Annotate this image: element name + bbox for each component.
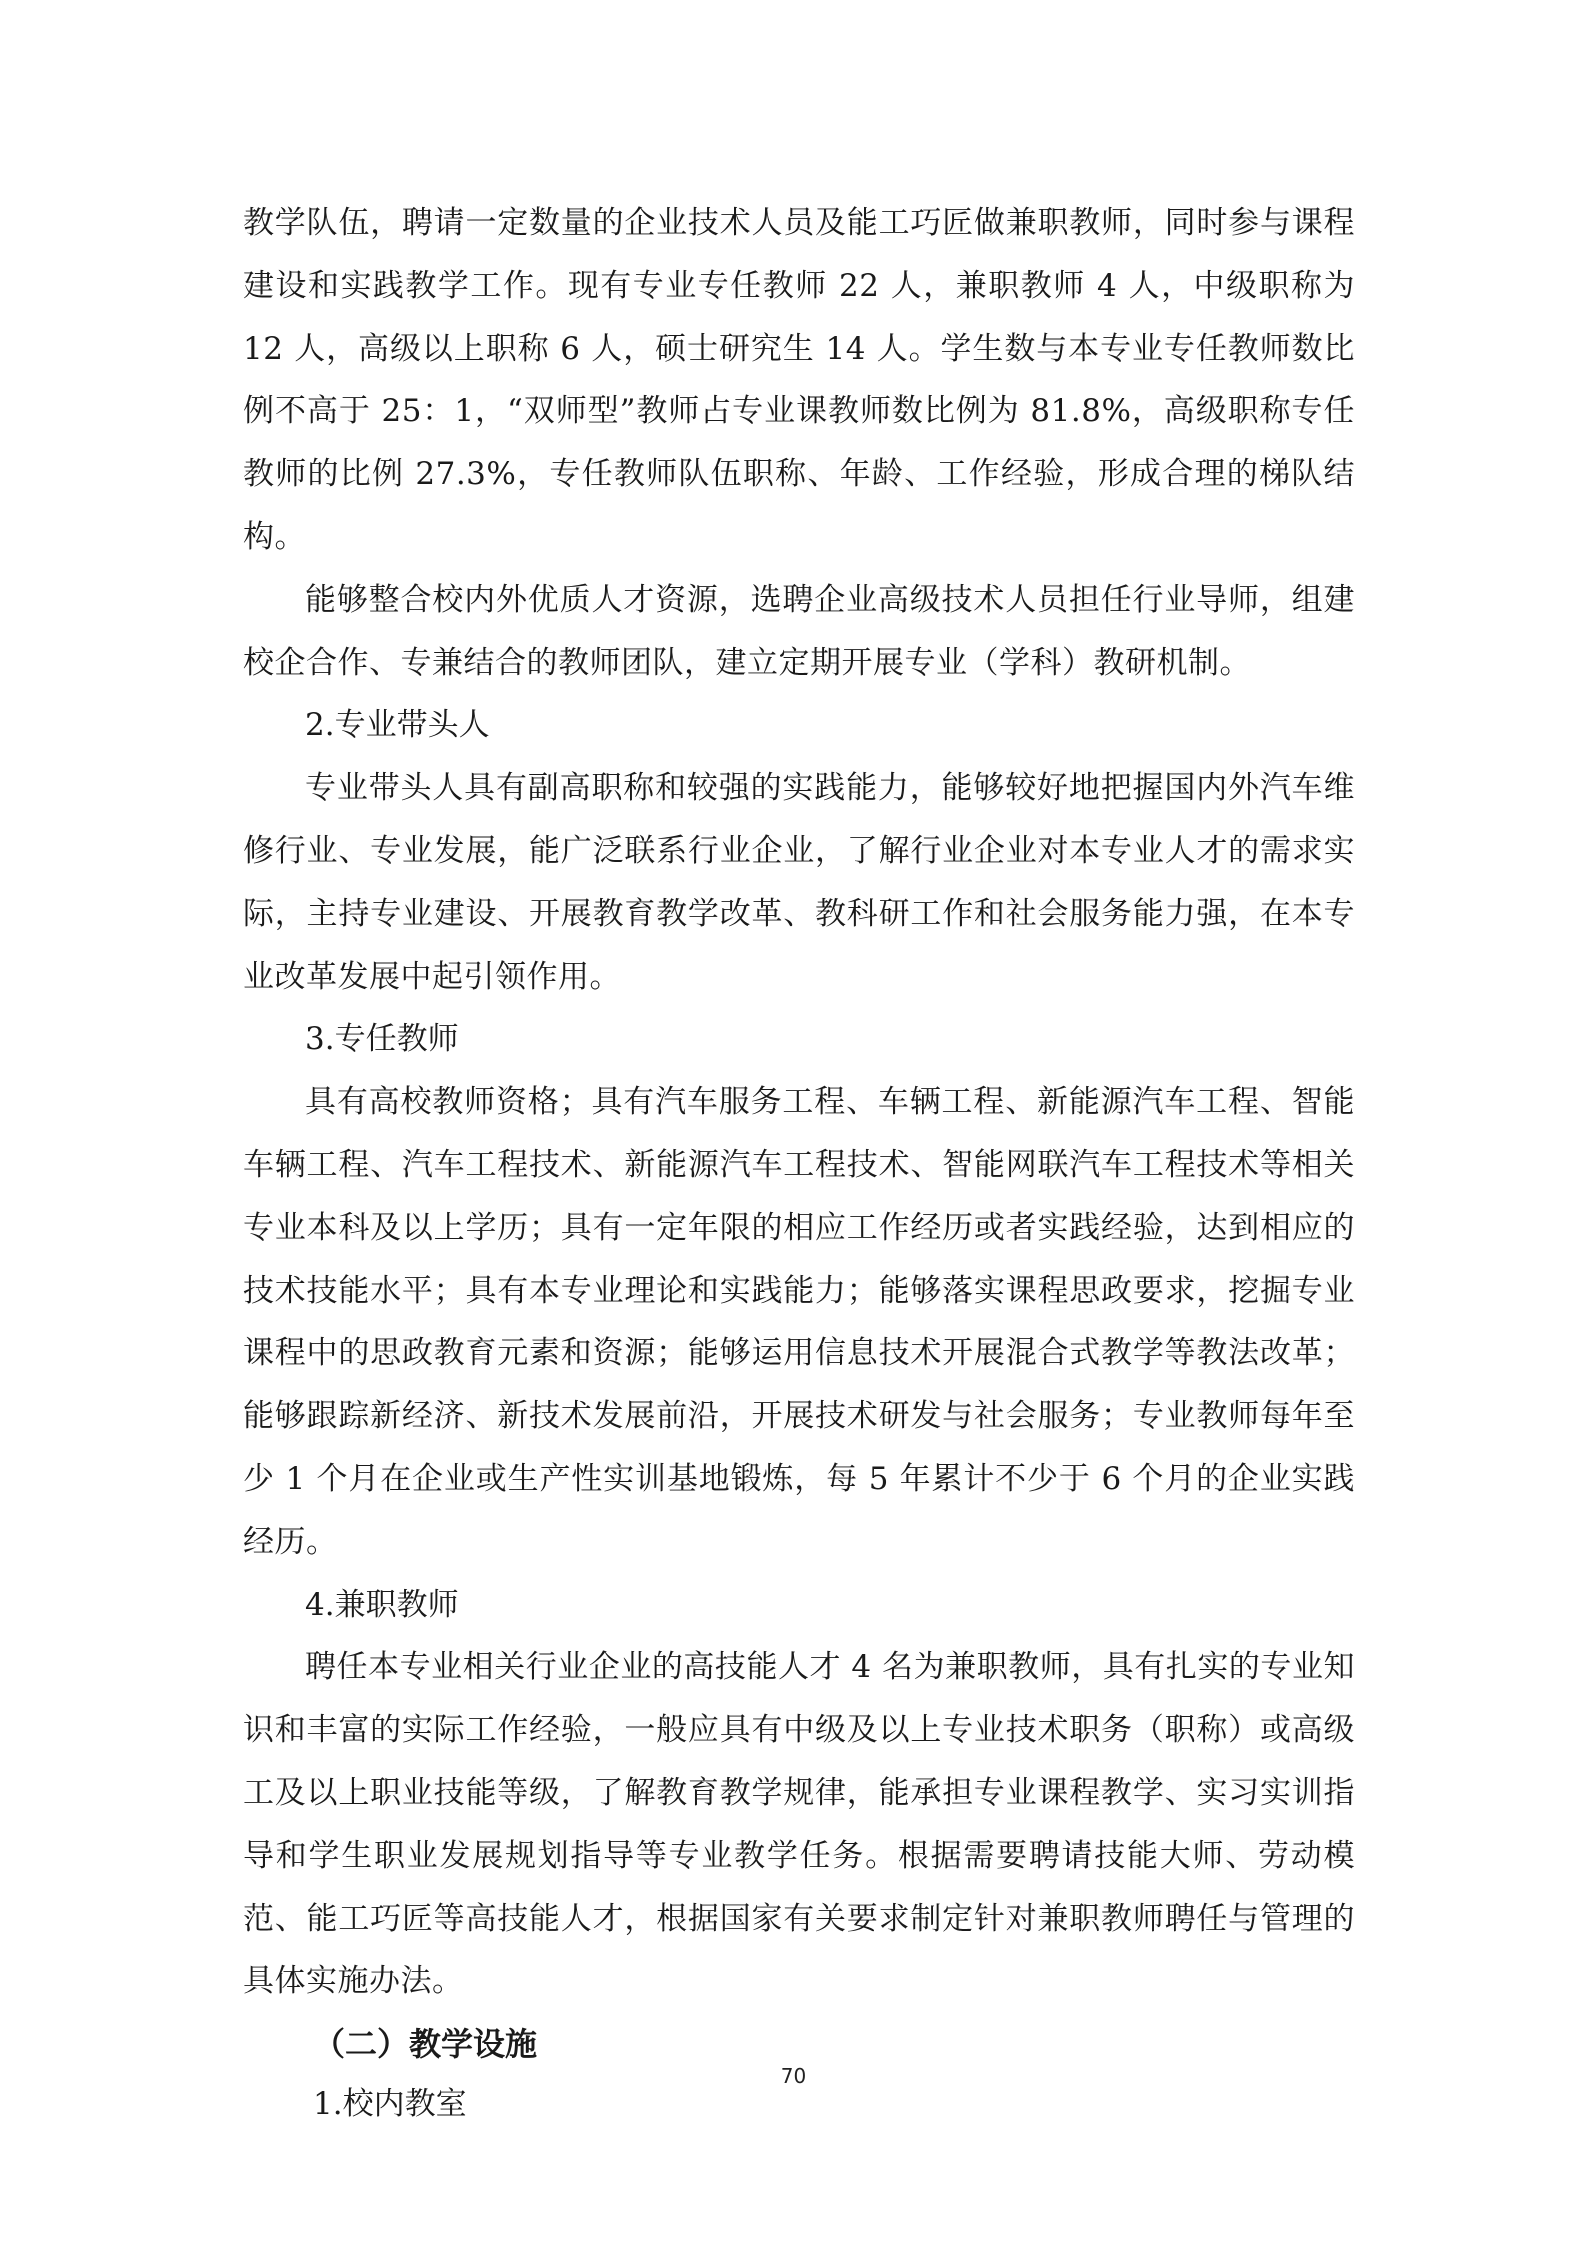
- document-page: [243, 192, 1355, 2132]
- heading-part-time-teachers: 4.兼职教师: [305, 1586, 459, 1623]
- section-heading-teaching-facilities: （二）教学设施: [313, 2025, 538, 2064]
- paragraph-full-time-teachers: 具有高校教师资格；具有汽车服务工程、车辆工程、新能源汽车工程、智能车辆工程、汽车工程技术、新能源汽车工程技术、智能网联汽车工程技术等相关专业本科及以上学历；具有一定年限的相应工作经历或者实践经验，达到相应的技术技能水平；具有本专业理论和实践能力；能够落实课程思政要求，挖掘专业课程中的思政教育元素和资源；能够运用信息技术开展混合式教学等教法改革；能够跟踪新经济、新技术发展前沿，开展技术研发与社会服务；专业教师每年至少 1 个月在企业或生产性实训基地锻炼，每 5 年累计不少于 6 个月的企业实践经历。: [243, 1084, 1355, 1560]
- heading-professional-leader: 2.专业带头人: [305, 707, 490, 744]
- paragraph-talent-resources: 能够整合校内外优质人才资源，选聘企业高级技术人员担任行业导师，组建校企合作、专兼结合的教师团队，建立定期开展专业（学科）教研机制。: [243, 581, 1355, 681]
- page-number: 70: [780, 2064, 807, 2088]
- paragraph-part-time-teachers: 聘任本专业相关行业企业的高技能人才 4 名为兼职教师，具有扎实的专业知识和丰富的实际工作经验，一般应具有中级及以上专业技术职务（职称）或高级工及以上职业技能等级，了解教育教学规律，能承担专业课程教学、实习实训指导和学生职业发展规划指导等专业教学任务。根据需要聘请技能大师、劳动模范、能工巧匠等高技能人才，根据国家有关要求制定针对兼职教师聘任与管理的具体实施办法。: [243, 1649, 1355, 2000]
- paragraph-professional-leader: 专业带头人具有副高职称和较强的实践能力，能够较好地把握国内外汽车维修行业、专业发展，能广泛联系行业企业，了解行业企业对本专业人才的需求实际，主持专业建设、开展教育教学改革、教科研工作和社会服务能力强，在本专业改革发展中起引领作用。: [243, 770, 1355, 995]
- heading-full-time-teachers: 3.专任教师: [305, 1021, 459, 1058]
- paragraph-teaching-team: 教学队伍，聘请一定数量的企业技术人员及能工巧匠做兼职教师，同时参与课程建设和实践教学工作。现有专业专任教师 22 人，兼职教师 4 人，中级职称为 12 人，高级以上职称 6 人，硕士研究生 14 人。学生数与本专业专任教师数比例不高于 25：1，“双师型”教师占专业课教师数比例为 81.8%，高级职称专任教师的比例 27.3%，专任教师队伍职称、年龄、工作经验，形成合理的梯队结构。: [243, 205, 1355, 555]
- heading-campus-classrooms: 1.校内教室: [313, 2085, 467, 2122]
